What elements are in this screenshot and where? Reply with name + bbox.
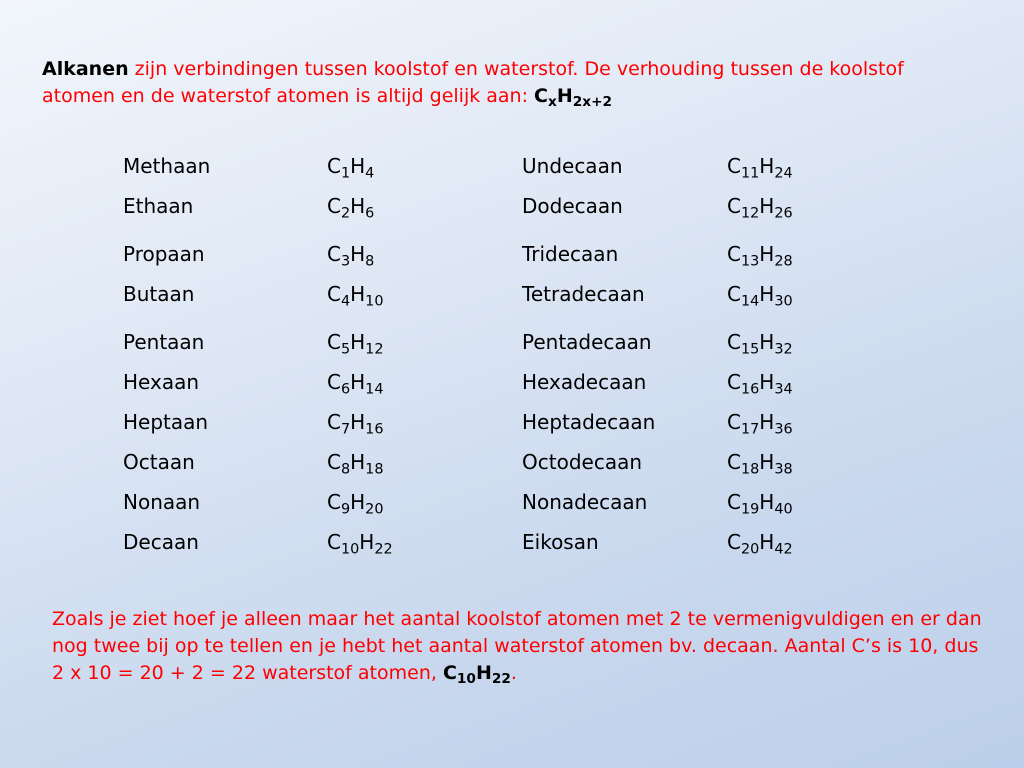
table-row [123,444,843,480]
hydrogen-count: 4 [365,165,375,182]
general-formula-c: C [534,85,548,107]
hydrogen-count: 28 [774,253,793,270]
example-formula-h: H [475,662,492,684]
carbon-count: 3 [340,253,351,270]
alkane-name: Hexaan [123,370,200,394]
hydrogen-count: 38 [774,461,793,478]
hydrogen-count: 12 [365,341,384,358]
carbon-count: 11 [740,165,760,182]
hydrogen-count: 10 [365,293,384,310]
hydrogen-count: 34 [774,381,793,398]
carbon-count: 20 [740,541,760,558]
hydrogen-count: 20 [365,501,384,518]
alkane-formula: $C_3H_8$ [327,242,375,270]
alkane-name: Pentadecaan [522,330,652,354]
carbon-count: 14 [740,293,760,310]
explanation-note [52,606,992,687]
general-formula-h: H [556,85,573,107]
intro-text: zijn verbindingen tussen koolstof en waterstof. De verhouding tussen de koolstof atomen en de waterstof atomen is altijd gelijk aan: [42,58,904,107]
table-row [123,364,843,400]
carbon-count: 19 [740,501,760,518]
table-row [123,236,843,272]
alkane-name: Pentaan [123,330,205,354]
carbon-count: 12 [740,205,760,222]
example-formula-c: C [442,662,457,684]
alkane-name: Nonaan [123,490,201,514]
alkane-name: Propaan [123,242,205,266]
carbon-count: 10 [340,541,360,558]
carbon-count: 18 [740,461,760,478]
alkane-name: Methaan [123,154,211,178]
table-row [123,276,843,312]
alkane-formula: $C_{19}H_{40}$ [727,490,793,518]
alkane-name: Heptadecaan [522,410,656,434]
general-formula-h-sub: 2x+2 [572,94,613,111]
alkane-name: Octodecaan [522,450,642,474]
alkane-formula: $C_{11}H_{24}$ [727,154,793,182]
hydrogen-count: 16 [365,421,384,438]
example-formula [442,662,511,688]
alkane-table [123,148,843,568]
carbon-count: 9 [340,501,351,518]
hydrogen-count: 36 [774,421,793,438]
hydrogen-count: 32 [774,341,793,358]
hydrogen-count: 14 [365,381,384,398]
general-formula-c-sub: x [548,94,557,111]
alkane-name: Octaan [123,450,195,474]
general-formula [534,85,613,111]
intro-paragraph [42,56,982,110]
table-row [123,484,843,520]
alkane-name: Ethaan [123,194,194,218]
alkane-formula: $C_{10}H_{22}$ [327,530,393,558]
hydrogen-count: 18 [365,461,384,478]
alkane-name: Undecaan [522,154,623,178]
hydrogen-count: 22 [374,541,393,558]
alkane-formula: $C_{17}H_{36}$ [727,410,793,438]
carbon-count: 17 [740,421,760,438]
alkane-formula: $C_{15}H_{32}$ [727,330,793,358]
hydrogen-count: 42 [774,541,793,558]
alkane-formula: $C_{13}H_{28}$ [727,242,793,270]
alkane-formula: $C_1H_4$ [327,154,375,182]
carbon-count: 2 [340,205,351,222]
hydrogen-count: 30 [774,293,793,310]
alkane-name: Tetradecaan [522,282,645,306]
alkane-name: Heptaan [123,410,209,434]
hydrogen-count: 6 [365,205,375,222]
carbon-count: 6 [340,381,351,398]
carbon-count: 13 [740,253,760,270]
alkane-name: Nonadecaan [522,490,648,514]
example-formula-h-sub: 22 [491,671,511,688]
carbon-count: 1 [340,165,351,182]
alkane-formula: $C_{18}H_{38}$ [727,450,793,478]
alkane-name: Tridecaan [522,242,619,266]
alkane-formula: $C_9H_{20}$ [327,490,384,518]
carbon-count: 15 [740,341,760,358]
hydrogen-count: 26 [774,205,793,222]
hydrogen-count: 40 [774,501,793,518]
carbon-count: 16 [740,381,760,398]
alkane-formula: $C_8H_{18}$ [327,450,384,478]
intro-term: Alkanen [42,58,129,80]
table-row [123,524,843,560]
alkane-formula: $C_{12}H_{26}$ [727,194,793,222]
alkane-formula: $C_4H_{10}$ [327,282,384,310]
alkane-formula: $C_{16}H_{34}$ [727,370,793,398]
hydrogen-count: 24 [774,165,793,182]
alkane-formula: $C_5H_{12}$ [327,330,384,358]
note-text: Zoals je ziet hoef je alleen maar het aantal koolstof atomen met 2 te vermenigvuldigen en er dan nog twee bij op te tellen en je hebt het aantal waterstof atomen bv. decaan. Aantal C’s is 10, dus 2 x 10 = 20 + 2 = 22 waterstof atomen, [52,608,982,684]
alkane-name: Hexadecaan [522,370,647,394]
hydrogen-count: 8 [365,253,375,270]
note-end: . [510,662,517,684]
carbon-count: 5 [340,341,351,358]
alkane-name: Butaan [123,282,195,306]
table-row [123,324,843,360]
alkane-formula: $C_7H_{16}$ [327,410,384,438]
carbon-count: 8 [340,461,351,478]
example-formula-c-sub: 10 [456,671,476,688]
table-row [123,404,843,440]
carbon-count: 4 [340,293,351,310]
alkane-name: Dodecaan [522,194,623,218]
table-row [123,188,843,224]
alkane-formula: $C_2H_6$ [327,194,375,222]
table-row [123,148,843,184]
alkane-formula: $C_{14}H_{30}$ [727,282,793,310]
alkane-name: Eikosan [522,530,599,554]
alkane-formula: $C_6H_{14}$ [327,370,384,398]
carbon-count: 7 [340,421,351,438]
alkane-formula: $C_{20}H_{42}$ [727,530,793,558]
alkane-name: Decaan [123,530,199,554]
